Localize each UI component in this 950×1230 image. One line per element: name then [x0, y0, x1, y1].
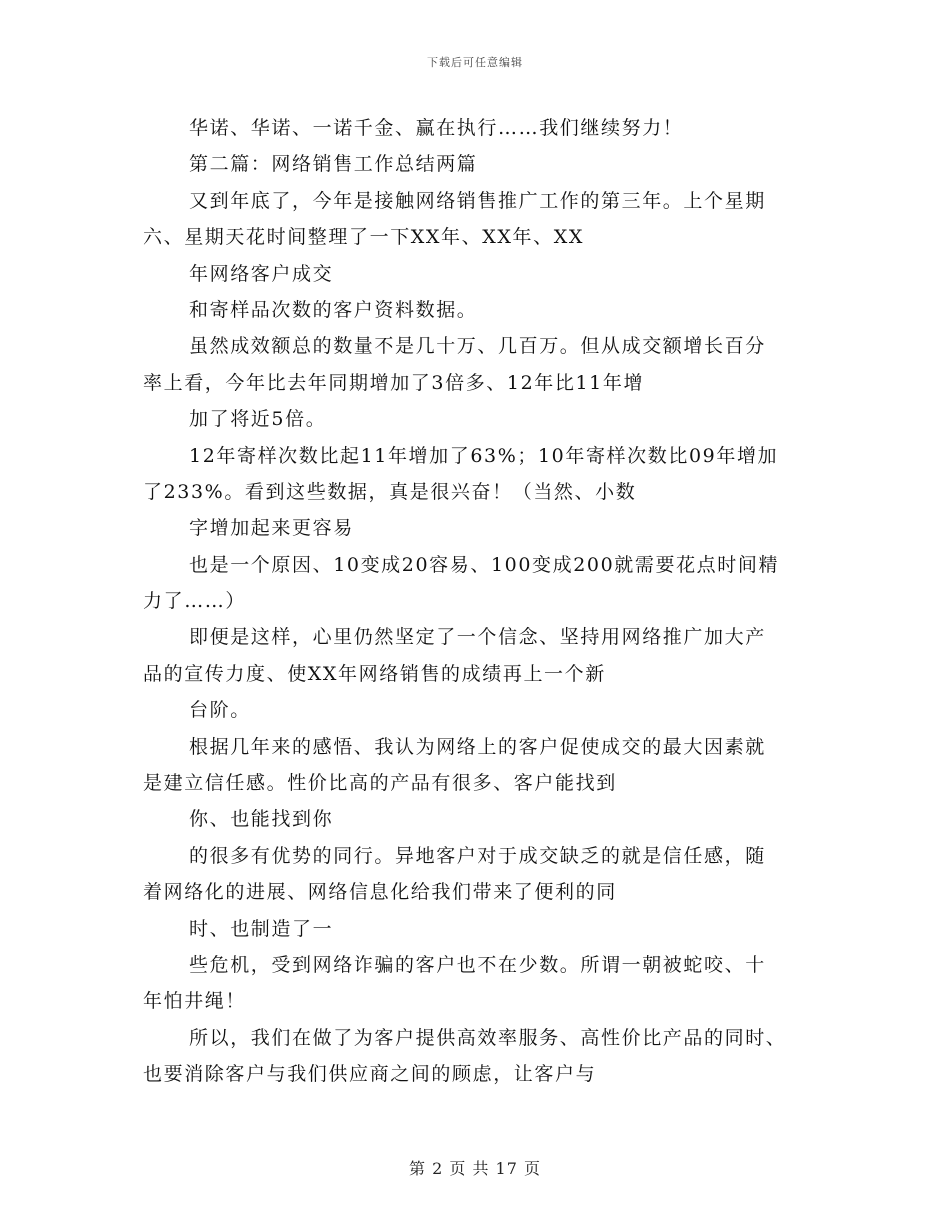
- text-line: 年怕井绳！: [143, 990, 247, 1013]
- text-line: 品的宣传力度、使XX年网络销售的成绩再上一个新: [143, 662, 606, 685]
- text-line: 年网络客户成交: [189, 262, 334, 285]
- text-line: 第二篇：网络销售工作总结两篇: [189, 153, 478, 176]
- text-line: 华诺、华诺、一诺千金、赢在执行……我们继续努力！: [189, 117, 684, 139]
- text-line: 力了……）: [143, 590, 247, 613]
- text-line: 即便是这样，心里仍然坚定了一个信念、坚持用网络推广加大产: [189, 626, 766, 649]
- text-line: 些危机，受到网络诈骗的客户也不在少数。所谓一朝被蛇咬、十: [189, 953, 766, 976]
- text-line: 六、星期天花时间整理了一下XX年、XX年、XX: [143, 226, 584, 249]
- text-line: 台阶。: [189, 699, 251, 722]
- text-line: 的很多有优势的同行。异地客户对于成交缺乏的就是信任感，随: [189, 844, 766, 867]
- text-line: 着网络化的进展、网络信息化给我们带来了便利的同: [143, 881, 617, 904]
- text-line: 也是一个原因、10变成20容易、100变成200就需要花点时间精: [189, 553, 780, 576]
- text-line: 字增加起来更容易: [189, 517, 354, 540]
- text-line: 根据几年来的感悟、我认为网络上的客户促使成交的最大因素就: [189, 735, 766, 758]
- page-footer: 第 2 页 共 17 页: [409, 1159, 541, 1178]
- text-line: 是建立信任感。性价比高的产品有很多、客户能找到: [143, 772, 617, 795]
- text-line: 虽然成效额总的数量不是几十万、几百万。但从成交额增长百分: [189, 335, 766, 358]
- document-body: [143, 110, 805, 1093]
- text-line: 你、也能找到你: [189, 808, 334, 831]
- text-line: 12年寄样次数比起11年增加了63%；10年寄样次数比09年增加: [189, 444, 779, 467]
- text-line: 率上看，今年比去年同期增加了3倍多、12年比11年增: [143, 371, 645, 394]
- text-line: 了233%。看到这些数据，真是很兴奋！（当然、小数: [143, 480, 637, 503]
- text-line: 时、也制造了一: [189, 917, 334, 940]
- text-line: 所以，我们在做了为客户提供高效率服务、高性价比产品的同时、: [189, 1026, 787, 1049]
- text-line: 和寄样品次数的客户资料数据。: [189, 298, 478, 321]
- text-line: 加了将近5倍。: [189, 408, 327, 431]
- text-line: 也要消除客户与我们供应商之间的顾虑，让客户与: [143, 1063, 597, 1086]
- page-header: 下载后可任意编辑: [427, 56, 523, 69]
- text-line: 又到年底了，今年是接触网络销售推广工作的第三年。上个星期: [189, 189, 766, 212]
